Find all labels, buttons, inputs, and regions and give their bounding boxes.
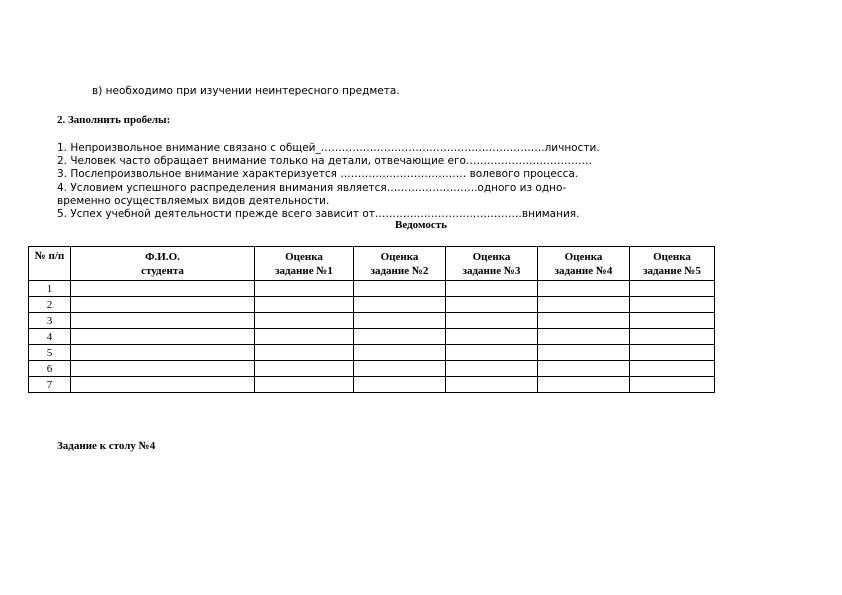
task-4-cell[interactable] [538,329,630,345]
task-3-cell[interactable] [446,345,538,361]
task-4-cell[interactable] [538,361,630,377]
header-student-name: Ф.И.О. студента [71,247,255,281]
task-5-cell[interactable] [630,361,715,377]
grade-sheet-table [28,246,715,393]
table-row [29,313,715,329]
task-1-cell[interactable] [255,361,354,377]
task-3-cell[interactable] [446,297,538,313]
task-1-cell[interactable] [255,377,354,393]
student-name-cell[interactable] [71,313,255,329]
task-5-cell[interactable] [630,281,715,297]
fill-item-1: 1. Непроизвольное внимание связано с общей_……………………………………………………….личности. [57,142,600,154]
task-5-cell[interactable] [630,377,715,393]
task-2-cell[interactable] [354,297,446,313]
table-title: Ведомость [395,219,447,231]
row-number: 7 [29,377,71,393]
task-3-cell[interactable] [446,281,538,297]
header-task-4: Оценка задание №4 [538,247,630,281]
header-task-5: Оценка задание №5 [630,247,715,281]
task-1-cell[interactable] [255,329,354,345]
task-5-cell[interactable] [630,297,715,313]
task-5-cell[interactable] [630,345,715,361]
task-2-cell[interactable] [354,361,446,377]
table-header-row [29,247,715,281]
task-1-cell[interactable] [255,297,354,313]
task-4-cell[interactable] [538,297,630,313]
task-2-cell[interactable] [354,313,446,329]
fill-item-5: 5. Успех учебной деятельности прежде всего зависит от……………………………………внимания. [57,207,580,220]
header-task-3: Оценка задание №3 [446,247,538,281]
row-number: 6 [29,361,71,377]
row-number: 3 [29,313,71,329]
task-4-cell[interactable] [538,345,630,361]
fill-item-2: 2. Человек часто обращает внимание только на детали, отвечающие его……………………………… [57,155,592,168]
task-3-cell[interactable] [446,361,538,377]
task-2-cell[interactable] [354,281,446,297]
task-1-cell[interactable] [255,281,354,297]
header-number: № п/п [29,247,71,281]
row-number: 4 [29,329,71,345]
table-row [29,281,715,297]
task-3-cell[interactable] [446,329,538,345]
answer-option-c: в) необходимо при изучении неинтересного предмета. [92,85,400,97]
student-name-cell[interactable] [71,297,255,313]
task-2-cell[interactable] [354,345,446,361]
table-row [29,297,715,313]
task-4-cell[interactable] [538,377,630,393]
fill-item-4-continued: временно осуществляемых видов деятельности. [57,194,330,207]
fill-item-3: 3. Послепроизвольное внимание характеризуется ……………………………… волевого процесса. [57,168,579,181]
student-name-cell[interactable] [71,377,255,393]
fill-blanks-list [57,142,600,221]
task-2-cell[interactable] [354,377,446,393]
task-3-cell[interactable] [446,313,538,329]
section-2-title: 2. Заполнить пробелы: [57,114,171,126]
header-task-2: Оценка задание №2 [354,247,446,281]
table-row [29,361,715,377]
row-number: 5 [29,345,71,361]
task-5-cell[interactable] [630,329,715,345]
task-3-cell[interactable] [446,377,538,393]
table-row [29,329,715,345]
table-row [29,345,715,361]
row-number: 1 [29,281,71,297]
task-2-cell[interactable] [354,329,446,345]
student-name-cell[interactable] [71,281,255,297]
task-4-cell[interactable] [538,281,630,297]
task-5-cell[interactable] [630,313,715,329]
table-row [29,377,715,393]
task-4-title: Задание к столу №4 [57,440,156,452]
student-name-cell[interactable] [71,361,255,377]
fill-item-4: 4. Условием успешного распределения внимания является……………………..одного из одно- [57,181,567,194]
task-1-cell[interactable] [255,313,354,329]
task-1-cell[interactable] [255,345,354,361]
student-name-cell[interactable] [71,345,255,361]
header-task-1: Оценка задание №1 [255,247,354,281]
row-number: 2 [29,297,71,313]
task-4-cell[interactable] [538,313,630,329]
student-name-cell[interactable] [71,329,255,345]
